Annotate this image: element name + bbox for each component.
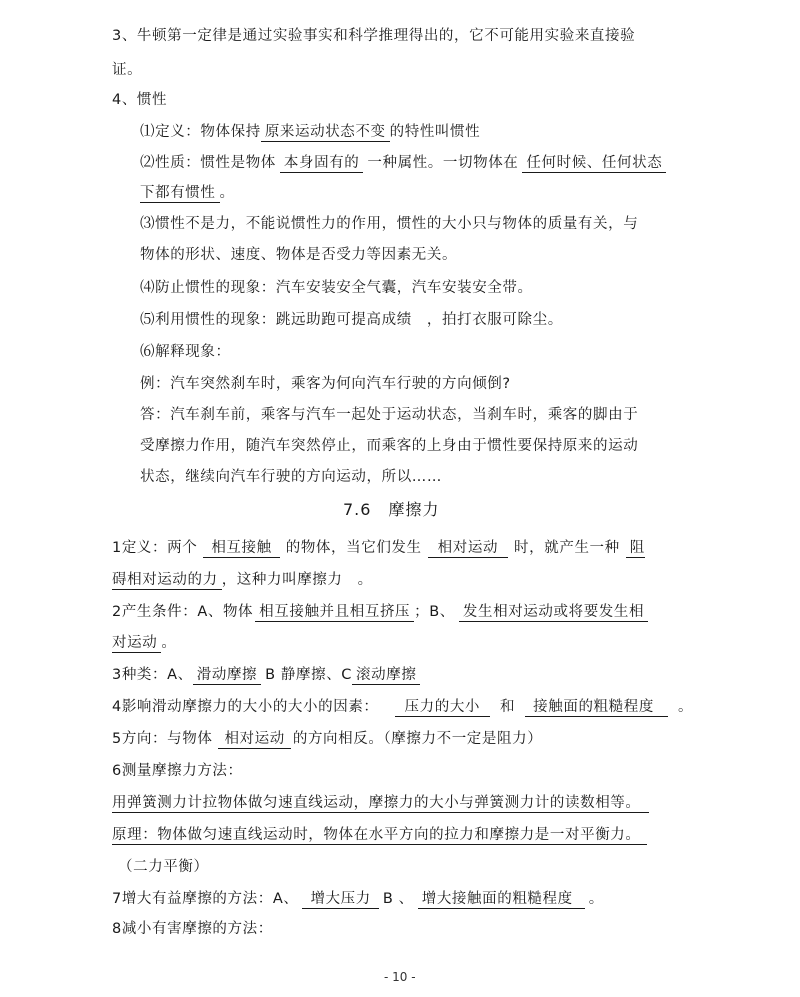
f1-pre: 1定义：两个 bbox=[112, 540, 198, 556]
inertia-example: 例：汽车突然刹车时，乘客为何向汽车行驶的方向倾倒? bbox=[140, 376, 511, 392]
f2-fill-2b: 对运动 bbox=[112, 634, 161, 653]
friction-item-1-line-1 bbox=[112, 538, 645, 558]
f1-mid-1: 的物体，当它们发生 bbox=[285, 540, 422, 556]
f1-fill-3a: 阻 bbox=[626, 539, 645, 558]
f5-pre: 5方向：与物体 bbox=[112, 731, 213, 747]
friction-measure-method bbox=[112, 793, 649, 813]
f5-fill: 相对运动 bbox=[218, 730, 290, 749]
f2-fill-2a: 发生相对运动或将要发生相 bbox=[459, 603, 648, 622]
inertia-use: ⑸利用惯性的现象：跳远助跑可提高成绩 ，拍打衣服可除尘。 bbox=[140, 312, 563, 328]
inertia-answer-line-3: 状态，继续向汽车行驶的方向运动，所以…… bbox=[140, 469, 442, 485]
friction-item-2-line-2 bbox=[112, 633, 176, 653]
f4-post: 。 bbox=[677, 699, 694, 715]
friction-item-5 bbox=[112, 729, 542, 749]
friction-item-8: 8减小有害摩擦的方法： bbox=[112, 921, 273, 937]
nature-post: 。 bbox=[219, 185, 235, 201]
inertia-explain-heading: ⑹解释现象： bbox=[140, 344, 231, 360]
f4-mid: 和 bbox=[500, 699, 516, 715]
f2-pre: 2产生条件：A、物体 bbox=[112, 604, 254, 620]
newton-law-line-1: 3、牛顿第一定律是通过实验事实和科学推理得出的，它不可能用实验来直接验 bbox=[112, 28, 636, 44]
inertia-definition bbox=[140, 122, 480, 142]
inertia-not-force-line-2: 物体的形状、速度、物体是否受力等因素无关。 bbox=[140, 247, 458, 263]
f2-mid: ；B、 bbox=[414, 604, 455, 620]
inertia-not-force-line-1: ⑶惯性不是力，不能说惯性力的作用，惯性的大小只与物体的质量有关，与 bbox=[140, 216, 639, 232]
friction-measure-principle bbox=[112, 825, 647, 845]
inertia-nature-line-2 bbox=[140, 183, 235, 203]
friction-item-3 bbox=[112, 665, 420, 685]
f7-fill-1: 增大压力 bbox=[302, 890, 378, 909]
f4-pre: 4影响滑动摩擦力的大小的大小的因素： bbox=[112, 699, 379, 715]
nature-fill-2a: 任何时候、任何状态 bbox=[522, 154, 666, 173]
nature-pre: ⑵性质：惯性是物体 bbox=[140, 155, 276, 171]
f7-pre: 7增大有益摩擦的方法：A、 bbox=[112, 891, 299, 907]
f4-fill-1: 压力的大小 bbox=[395, 698, 491, 717]
f7-fill-2: 增大接触面的粗糙程度 bbox=[418, 890, 585, 909]
f1-mid-2: 时，就产生一种 bbox=[514, 540, 620, 556]
f3-fill-1: 滑动摩擦 bbox=[193, 666, 261, 685]
f2-fill-1: 相互接触并且相互挤压 bbox=[255, 603, 414, 622]
friction-measure-note: （二力平衡） bbox=[118, 859, 209, 875]
nature-mid: 一种属性。一切物体在 bbox=[367, 155, 519, 171]
nature-fill-2b: 下都有惯性 bbox=[140, 184, 220, 203]
f7-mid: B 、 bbox=[382, 891, 414, 907]
f6-method: 用弹簧测力计拉物体做匀速直线运动，摩擦力的大小与弹簧测力计的读数相等。 bbox=[112, 794, 649, 813]
inertia-answer-line-2: 受摩擦力作用，随汽车突然停止，而乘客的上身由于惯性要保持原来的运动 bbox=[140, 438, 639, 454]
f5-post: 的方向相反。（摩擦力不一定是阻力） bbox=[292, 731, 543, 747]
f2-post: 。 bbox=[161, 635, 177, 651]
section-title-friction: 7.6 摩擦力 bbox=[343, 500, 440, 519]
f4-fill-2: 接触面的粗糙程度 bbox=[525, 698, 668, 717]
friction-item-2-line-1 bbox=[112, 602, 648, 622]
inertia-heading: 4、惯性 bbox=[112, 92, 168, 108]
f1-fill-3b: 碍相对运动的力 bbox=[112, 571, 222, 590]
f3-mid: B 静摩擦、C bbox=[265, 667, 353, 683]
friction-item-4 bbox=[112, 697, 693, 717]
newton-law-line-2: 证。 bbox=[112, 62, 143, 78]
friction-item-1-line-2 bbox=[112, 570, 373, 590]
def-pre: ⑴定义：物体保持 bbox=[140, 124, 261, 140]
friction-item-7 bbox=[112, 889, 604, 909]
inertia-prevent: ⑷防止惯性的现象：汽车安装安全气囊，汽车安装安全带。 bbox=[140, 280, 533, 296]
f6-principle: 原理：物体做匀速直线运动时，物体在水平方向的拉力和摩擦力是一对平衡力。 bbox=[112, 826, 647, 845]
f7-post: 。 bbox=[588, 891, 604, 907]
def-fill-blank: 原来运动状态不变 bbox=[261, 123, 390, 142]
inertia-nature-line-1 bbox=[140, 153, 666, 173]
f1-fill-1: 相互接触 bbox=[203, 539, 279, 558]
nature-fill-1: 本身固有的 bbox=[280, 154, 364, 173]
f1-fill-2: 相对运动 bbox=[428, 539, 508, 558]
f1-post: ，这种力叫摩擦力 。 bbox=[221, 572, 373, 588]
f3-pre: 3种类：A、 bbox=[112, 667, 193, 683]
page-number: - 10 - bbox=[384, 970, 416, 984]
f3-fill-2: 滚动摩擦 bbox=[352, 666, 420, 685]
inertia-answer-line-1: 答：汽车刹车前，乘客与汽车一起处于运动状态，当刹车时，乘客的脚由于 bbox=[140, 407, 639, 423]
def-post: 的特性叫惯性 bbox=[389, 124, 481, 140]
friction-item-6-heading: 6测量摩擦力方法： bbox=[112, 763, 243, 779]
